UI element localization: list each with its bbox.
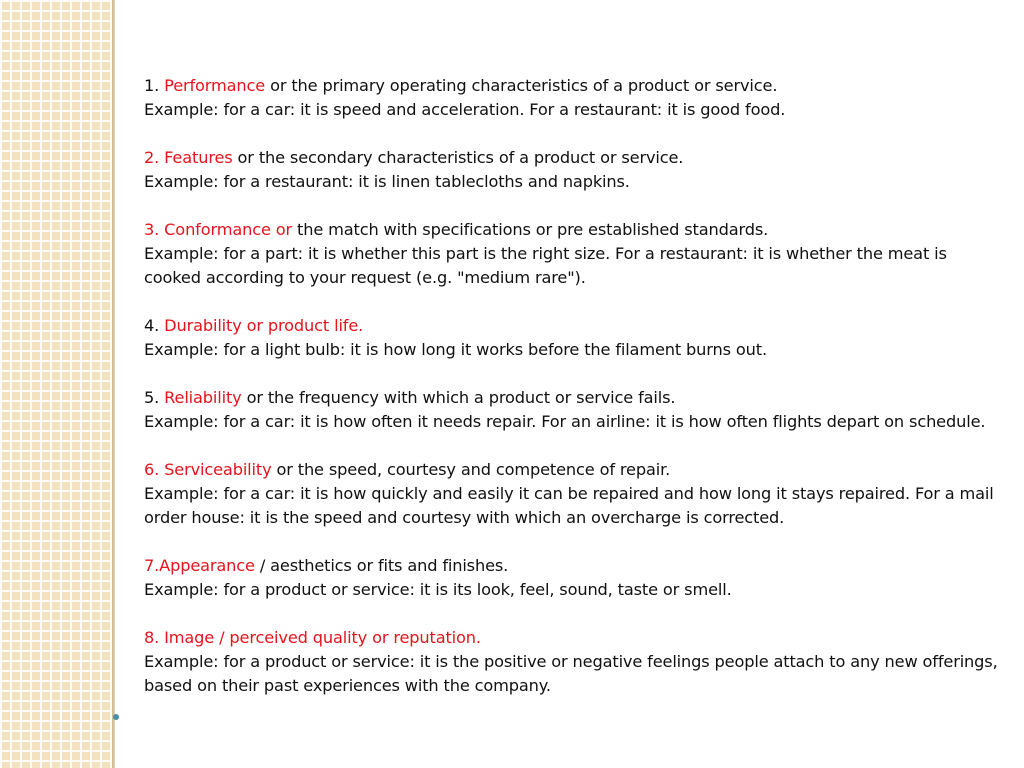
item-heading bbox=[144, 554, 1002, 578]
item-definition: or the frequency with which a product or service fails. bbox=[241, 388, 676, 407]
item-term: Durability or product life. bbox=[164, 316, 364, 335]
item-heading bbox=[144, 314, 1002, 338]
item-example: Example: for a car: it is how often it needs repair. For an airline: it is how often flights depart on schedule. bbox=[144, 412, 986, 431]
item-heading bbox=[144, 386, 1002, 410]
item-example: Example: for a product or service: it is its look, feel, sound, taste or smell. bbox=[144, 580, 732, 599]
item-term: Features bbox=[164, 148, 233, 167]
item-term: Performance bbox=[164, 76, 266, 95]
list-item-image bbox=[144, 626, 1002, 698]
item-heading bbox=[144, 458, 1002, 482]
list-item-reliability bbox=[144, 386, 1002, 434]
list-item-performance bbox=[144, 74, 1002, 122]
item-number: 1. bbox=[144, 76, 160, 95]
item-definition: or the primary operating characteristics of a product or service. bbox=[265, 76, 778, 95]
item-example: Example: for a light bulb: it is how long it works before the filament burns out. bbox=[144, 340, 767, 359]
item-number: 2. bbox=[144, 148, 160, 167]
item-heading bbox=[144, 74, 1002, 98]
item-example: Example: for a restaurant: it is linen tablecloths and napkins. bbox=[144, 172, 630, 191]
item-heading bbox=[144, 218, 1002, 242]
bullet-dot-icon bbox=[113, 714, 119, 720]
item-number: 5. bbox=[144, 388, 160, 407]
item-example: Example: for a car: it is how quickly and easily it can be repaired and how long it stays repaired. For a mail order house: it is the speed and courtesy with which an overcharge is corrected. bbox=[144, 484, 994, 527]
item-definition: or the speed, courtesy and competence of repair. bbox=[271, 460, 671, 479]
item-term: Serviceability bbox=[164, 460, 272, 479]
decorative-side-pattern bbox=[0, 0, 112, 768]
slide-content bbox=[144, 74, 1002, 722]
item-number: 4. bbox=[144, 316, 160, 335]
list-item-serviceability bbox=[144, 458, 1002, 530]
item-example: Example: for a car: it is speed and acceleration. For a restaurant: it is good food. bbox=[144, 100, 786, 119]
item-term: Conformance or bbox=[164, 220, 293, 239]
item-definition: the match with specifications or pre established standards. bbox=[292, 220, 769, 239]
item-definition: / aesthetics or fits and finishes. bbox=[254, 556, 509, 575]
item-number: 8. bbox=[144, 628, 160, 647]
item-term: Reliability bbox=[164, 388, 242, 407]
item-heading bbox=[144, 146, 1002, 170]
item-term: Image / perceived quality or reputation. bbox=[164, 628, 481, 647]
decorative-side-border bbox=[112, 0, 115, 768]
item-number: 7. bbox=[144, 556, 160, 575]
item-number: 3. bbox=[144, 220, 160, 239]
list-item-appearance bbox=[144, 554, 1002, 602]
list-item-conformance bbox=[144, 218, 1002, 290]
item-example: Example: for a part: it is whether this part is the right size. For a restaurant: it is whether the meat is cooked according to your request (e.g. "medium rare"). bbox=[144, 244, 947, 287]
list-item-durability bbox=[144, 314, 1002, 362]
item-example: Example: for a product or service: it is the positive or negative feelings people attach to any new offerings, based on their past experiences with the company. bbox=[144, 652, 998, 695]
item-heading bbox=[144, 626, 1002, 650]
item-definition: or the secondary characteristics of a product or service. bbox=[232, 148, 684, 167]
item-number: 6. bbox=[144, 460, 160, 479]
item-term: Appearance bbox=[159, 556, 255, 575]
list-item-features bbox=[144, 146, 1002, 194]
